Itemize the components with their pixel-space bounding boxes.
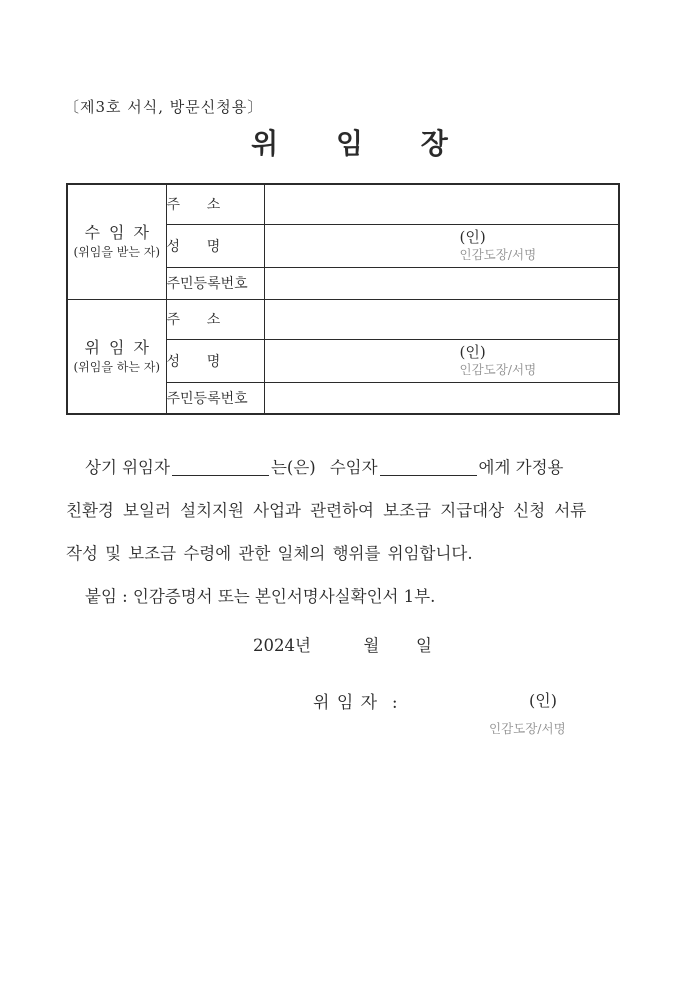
body-line1-part2: 는(은) (270, 458, 316, 477)
delegator-rrn-label: 주민등록번호 (166, 382, 264, 414)
delegator-party-desc: (위임을 하는 자) (73, 359, 161, 374)
table-row (67, 299, 619, 339)
document-title: 위 임 장 (251, 127, 449, 160)
delegator-name-value (264, 339, 619, 382)
body-line1-part3: 수임자 (329, 458, 378, 477)
body-paragraph (66, 446, 644, 618)
delegate-party-name: 수 임 자 (84, 223, 150, 243)
delegate-name-blank (380, 460, 477, 477)
delegate-rrn-label: 주민등록번호 (166, 267, 264, 299)
delegate-address-label: 주 소 (166, 184, 264, 224)
delegator-seal-block (265, 343, 619, 377)
delegate-name-value (264, 224, 619, 267)
delegator-address-value (264, 299, 619, 339)
delegate-rrn-value (264, 267, 619, 299)
table-row (67, 184, 619, 224)
body-line1-part4: 에게 가정용 (478, 458, 564, 477)
delegate-address-value (264, 184, 619, 224)
body-line-2: 친환경 보일러 설치지원 사업과 관련하여 보조금 지급대상 신청 서류 (66, 501, 587, 520)
signature-seal-note: 인감도장/서명 (489, 721, 566, 736)
delegate-seal-mark: (인) (459, 228, 486, 247)
signature-label: 위 임 자 : (313, 693, 398, 713)
delegate-party-desc: (위임을 받는 자) (73, 245, 161, 260)
delegator-rrn-value (264, 382, 619, 414)
body-line-1 (66, 446, 644, 489)
delegate-seal-note: 인감도장/서명 (459, 247, 537, 263)
signature-seal-mark: (인) (529, 691, 557, 710)
form-number-label: 〔제3호 서식, 방문신청용〕 (64, 98, 264, 116)
delegate-seal-block (265, 228, 619, 262)
delegator-party-cell (67, 299, 166, 414)
delegate-name-label: 성 명 (166, 224, 264, 267)
attachment-note: 붙임 : 인감증명서 또는 본인서명사실확인서 1부. (85, 587, 436, 606)
delegator-address-label: 주 소 (166, 299, 264, 339)
delegator-party-name: 위 임 자 (84, 337, 150, 357)
delegator-name-label: 성 명 (166, 339, 264, 382)
delegation-table (66, 183, 620, 415)
date-line: 2024년 월 일 (253, 636, 432, 655)
delegator-seal-note: 인감도장/서명 (459, 362, 537, 378)
body-line-3: 작성 및 보조금 수령에 관한 일체의 행위를 위임합니다. (66, 544, 473, 563)
delegator-seal-mark: (인) (459, 343, 486, 362)
delegate-party-cell (67, 184, 166, 299)
body-line1-part1: 상기 위임자 (85, 458, 170, 477)
delegator-name-blank (172, 460, 269, 477)
